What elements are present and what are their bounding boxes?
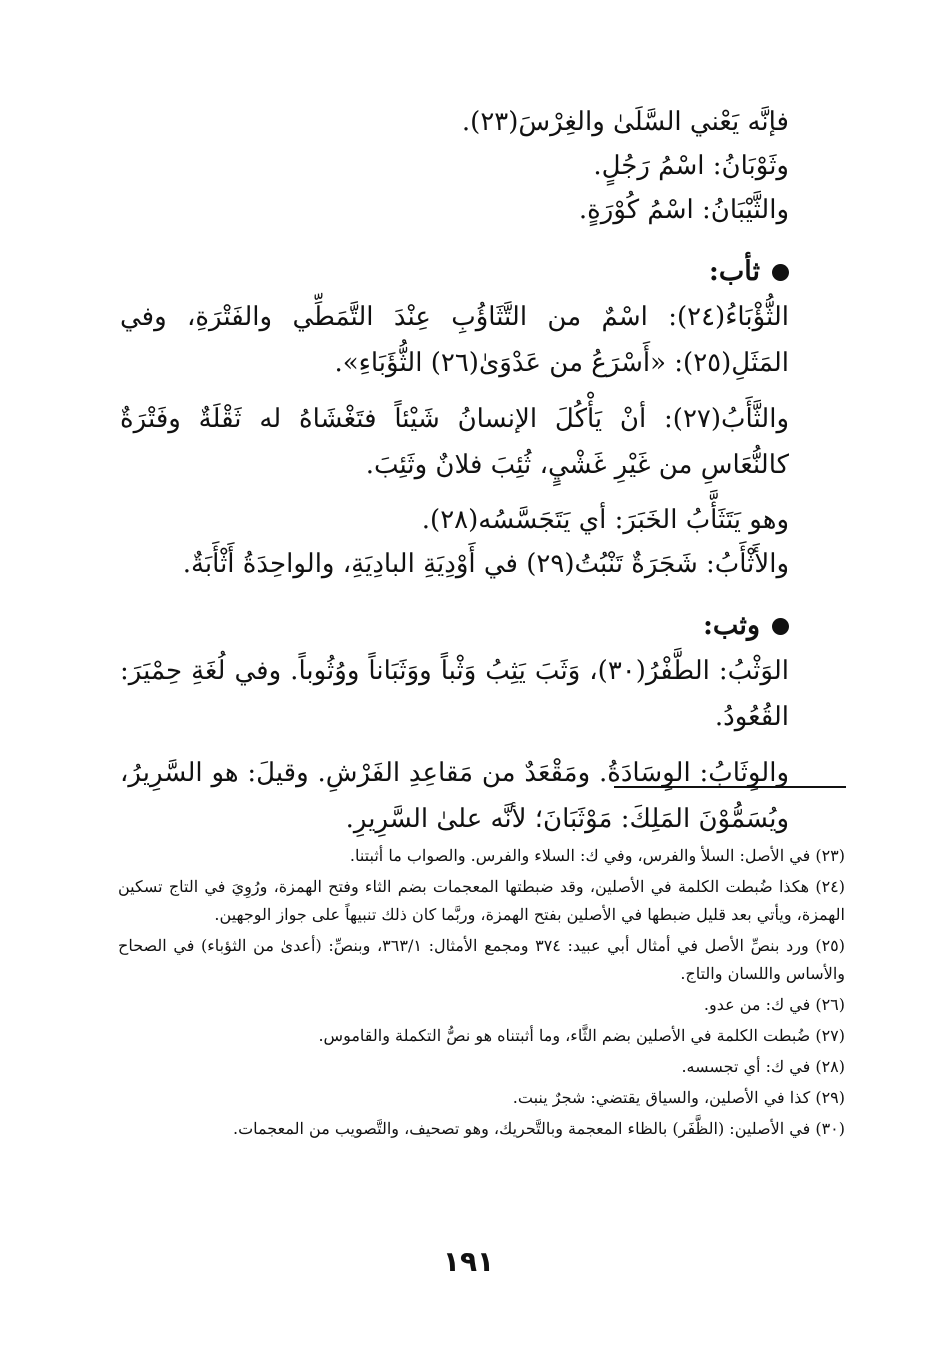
entry-heading-label: وثب:: [702, 610, 760, 641]
footnote-23: (٢٣) في الأصل: السلأ والفرس، وفي ك: السلاء والفرس. والصواب ما أثبتنا.: [349, 846, 845, 865]
entry-heading-thaab: [120, 250, 789, 294]
text-paragraph: الثُّؤْبَاءُ(٢٤): اسْمٌ من التَّثَاؤُبِ عِنْدَ التَّمَطِّي والفَتْرَةِ، وفي المَثَلِ(٢٥): «أَسْرَعُ من عَدْوَىٰ(٢٦) الثُّؤَبَاءِ».: [120, 302, 789, 378]
text-paragraph: والوِثَابُ: الوِسَادَةُ. ومَقْعَدٌ من مَقاعِدِ الفَرْشِ. وقيلَ: هو السَّرِيرُ، ويُسَمُّوْنَ المَلِكَ: مَوْثَبَانَ؛ لأنَّه علىٰ السَّرِيرِ.: [120, 758, 789, 834]
text-line: وهو يَتَثَأَّبُ الخَبَرَ: أي يَتَجَسَّسُه(٢٨).: [421, 505, 789, 535]
footnote-26: (٢٦) في ك: من عدو.: [703, 995, 845, 1014]
bullet-icon: [772, 618, 789, 635]
text-line: وثَوْبَانُ: اسْمُ رَجُلٍ.: [593, 151, 789, 181]
text-line: والثَّيْبَانُ: اسْمُ كُوْرَةٍ.: [578, 195, 789, 225]
text-paragraph: الوَثْبُ: الطَّفْرُ(٣٠)، وَثَبَ يَثِبُ وَثْباً ووَثَبَاناً ووُثُوباً. وفي لُغَةِ حِمْيَرَ: القُعُودُ.: [120, 656, 789, 732]
entry-heading-label: ثأب:: [708, 256, 760, 287]
main-text: [120, 100, 789, 842]
footnote-divider: [614, 786, 846, 788]
footnote-25: (٢٥) ورد بنصِّ الأصل في أمثال أبي عبيد: ٣٧٤ ومجمع الأمثال: ٣٦٣/١، وبنصِّ: (أعدىٰ من الثؤباء) في الصحاح والأساس واللسان والتاج.: [118, 936, 846, 983]
entry-heading-wathab: [120, 604, 789, 648]
page-number: ١٩١: [442, 1245, 495, 1278]
footnotes: [118, 842, 845, 1146]
footnote-27: (٢٧) ضُبطت الكلمة في الأصلين بضم الثَّاء، وما أثبتناه هو نصُّ التكملة والقاموس.: [318, 1026, 845, 1045]
bullet-icon: [772, 264, 789, 281]
footnote-28: (٢٨) في ك: أي تجسسه.: [681, 1057, 845, 1076]
text-line: والأَثْأَبُ: شَجَرَةٌ تَنْبُتُ(٢٩) في أَوْدِيَةِ البادِيَةِ، والواحِدَةُ أَثْأَبَةٌ.: [182, 549, 789, 579]
text-line: فإنَّه يَعْني السَّلَىٰ والغِرْسَ(٢٣).: [461, 107, 789, 137]
footnote-24: (٢٤) هكذا ضُبطت الكلمة في الأصلين، وقد ضبطتها المعجمات بضم الثاء وفتح الهمزة، ورُوِيَ في التاج تسكين الهمزة، ويأتي بعد قليل ضبطها في الأصلين بفتح الهمزة، وربَّما كان ذلك تنبيهاً على جواز الوجهين.: [118, 877, 845, 924]
footnote-30: (٣٠) في الأصلين: (الظَّفَر) بالظاء المعجمة وبالتَّحريك، وهو تصحيف، والتَّصويب من المعجمات.: [233, 1119, 845, 1138]
text-paragraph: والثَّأَبُ(٢٧): أنْ يَأْكُلَ الإنسانُ شَيْئاً فتَغْشَاهُ له ثَقْلَةٌ وفَتْرَةٌ كالنُّعَاسِ من غَيْرِ غَشْيٍ، ثُئِبَ فلانٌ وثَئِبَ.: [120, 404, 789, 480]
footnote-29: (٢٩) كذا في الأصلين، والسياق يقتضي: شجرٌ ينبت.: [512, 1088, 845, 1107]
